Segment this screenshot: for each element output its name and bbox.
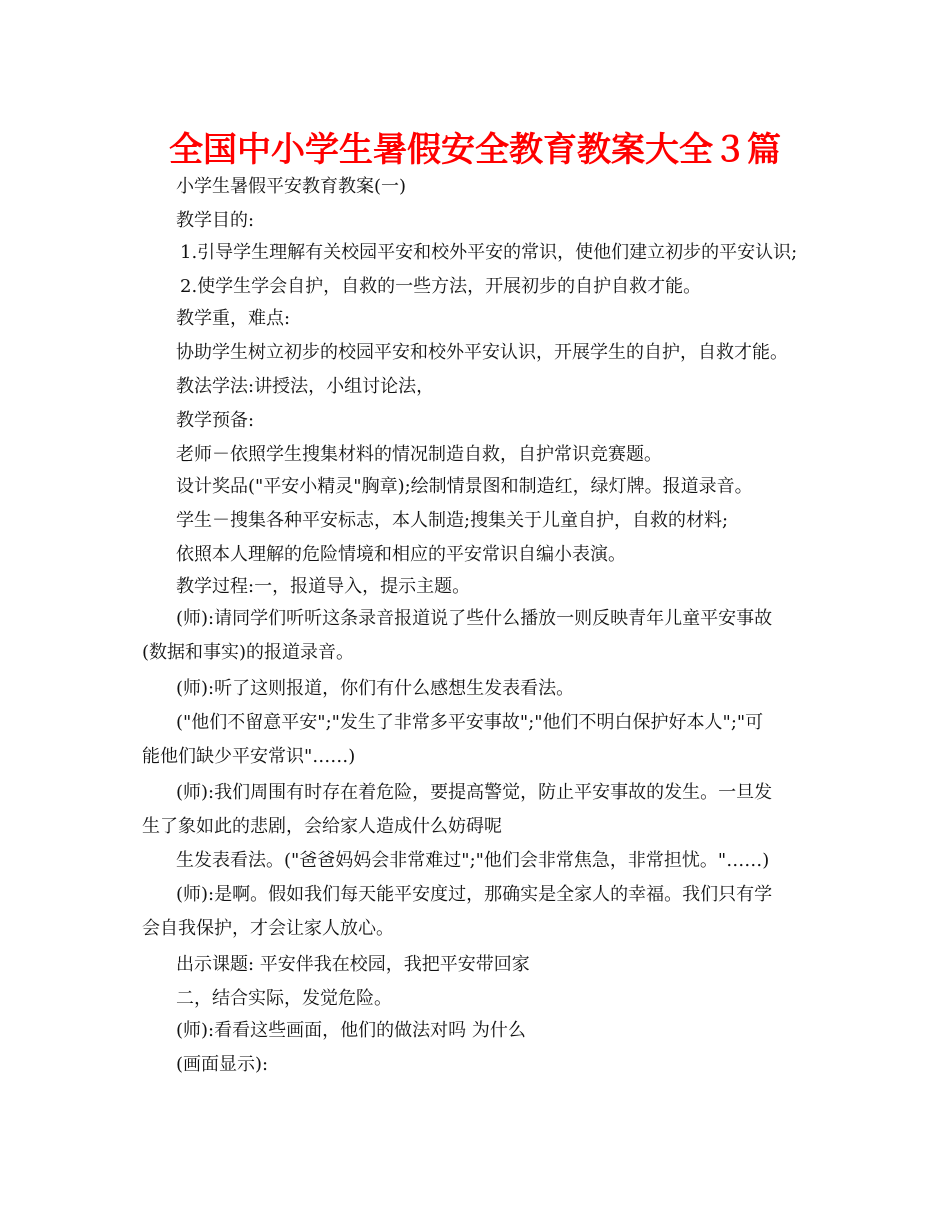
text-line: 生了象如此的悲剧，会给家人造成什么妨碍呢: [142, 816, 502, 837]
text-line: 教学过程:一，报道导入，提示主题。: [176, 576, 471, 597]
text-line: 设计奖品("平安小精灵"胸章);绘制情景图和制造红，绿灯牌。报道录音。: [176, 476, 753, 497]
paragraph: [142, 570, 832, 604]
paragraph: [142, 1048, 832, 1082]
text-line: (师):是啊。假如我们每天能平安度过，那确实是全家人的幸福。我们只有学: [176, 884, 773, 905]
paragraph: [142, 204, 832, 238]
paragraph: [142, 470, 832, 504]
paragraph: [142, 370, 832, 404]
paragraph: [142, 404, 832, 438]
paragraph: [142, 438, 832, 472]
text-line: 能他们缺少平安常识"……): [142, 746, 356, 767]
document-title: 全国中小学生暑假安全教育教案大全３篇: [169, 130, 781, 170]
paragraph: [142, 844, 832, 878]
text-line: 教学目的:: [176, 210, 255, 231]
paragraph: [142, 538, 832, 572]
paragraph: [142, 270, 832, 304]
text-line: 出示课题: 平安伴我在校园，我把平安带回家: [176, 954, 530, 975]
text-line: 教法学法:讲授法，小组讨论法，: [176, 376, 435, 397]
paragraph: [142, 336, 832, 370]
paragraph: [142, 236, 832, 270]
text-line: 生发表看法。("爸爸妈妈会非常难过";"他们会非常焦急，非常担忧。"……): [176, 850, 770, 871]
text-line: (师):请同学们听听这条录音报道说了些什么播放一则反映青年儿童平安事故: [176, 608, 773, 629]
text-line: (数据和事实)的报道录音。: [142, 642, 355, 663]
text-line: ("他们不留意平安";"发生了非常多平安事故";"他们不明白保护好本人";"可: [176, 712, 764, 733]
text-line: (师):我们周围有时存在着危险，要提高警觉，防止平安事故的发生。一旦发: [176, 782, 773, 803]
paragraph: [142, 504, 832, 538]
text-line: 会自我保护，才会让家人放心。: [142, 918, 394, 939]
paragraph: [142, 672, 832, 706]
text-line: 协助学生树立初步的校园平安和校外平安认识，开展学生的自护，自救才能。: [176, 342, 788, 363]
paragraph: [142, 1014, 832, 1048]
text-line: (画面显示):: [176, 1054, 269, 1075]
text-line: 2.使学生学会自护，自救的一些方法，开展初步的自护自救才能。: [180, 276, 702, 297]
text-line: 教学重，难点:: [176, 308, 291, 329]
text-line: 小学生暑假平安教育教案(一): [176, 176, 407, 197]
paragraph: [142, 706, 832, 774]
text-line: 学生－搜集各种平安标志，本人制造;搜集关于儿童自护，自救的材料;: [176, 510, 729, 531]
paragraph: [142, 776, 832, 844]
paragraph: [142, 302, 832, 336]
text-line: (师):听了这则报道，你们有什么感想生发表看法。: [176, 678, 575, 699]
text-line: 教学预备:: [176, 410, 255, 431]
text-line: 老师－依照学生搜集材料的情况制造自救，自护常识竞赛题。: [176, 444, 662, 465]
text-line: 1.引导学生理解有关校园平安和校外平安的常识，使他们建立初步的平安认识;: [180, 242, 798, 263]
paragraph: [142, 878, 832, 946]
paragraph: [142, 982, 832, 1016]
paragraph: [142, 170, 832, 204]
paragraph: [142, 602, 832, 670]
paragraph: [142, 948, 832, 982]
text-line: 依照本人理解的危险情境和相应的平安常识自编小表演。: [176, 544, 626, 565]
text-line: 二，结合实际，发觉危险。: [176, 988, 392, 1009]
text-line: (师):看看这些画面，他们的做法对吗 为什么: [176, 1020, 526, 1041]
